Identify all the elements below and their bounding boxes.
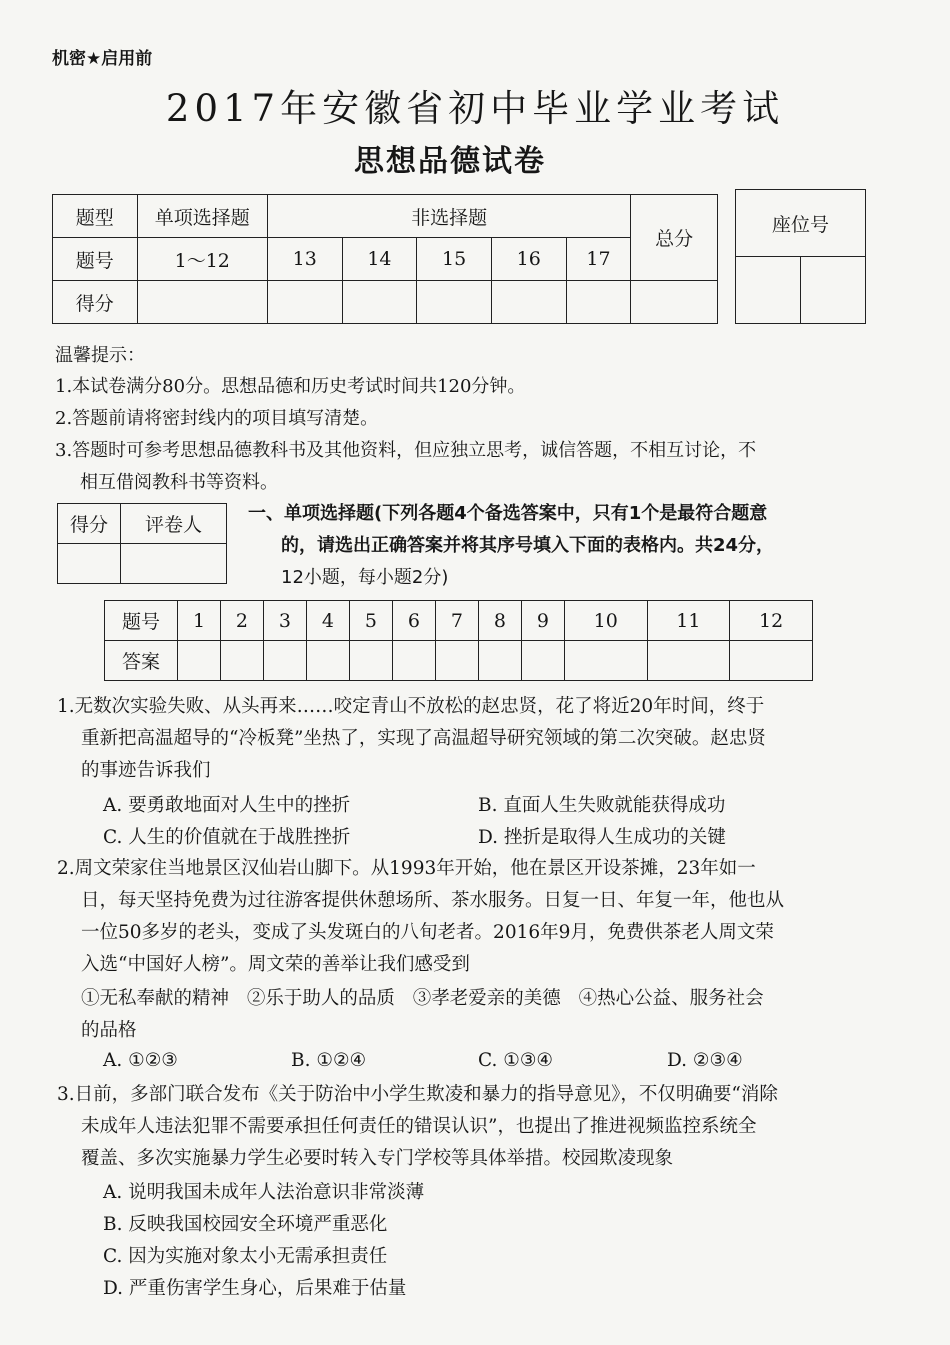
question-3-option-b[interactable]: B. 反映我国校园安全环境严重恶化 xyxy=(103,1214,388,1235)
answer-input-cell[interactable] xyxy=(564,641,647,681)
tip-item: 1.本试卷满分80分。思想品德和历史考试时间共120分钟。 xyxy=(55,376,526,397)
question-3-line: 覆盖、多次实施暴力学生必要时转入专门学校等具体举措。校园欺凌现象 xyxy=(81,1148,674,1169)
question-3-option-c[interactable]: C. 因为实施对象太小无需承担责任 xyxy=(103,1246,388,1267)
answer-input-cell[interactable] xyxy=(730,641,813,681)
grader-label: 评卷人 xyxy=(121,504,227,544)
question-3-option-a[interactable]: A. 说明我国未成年人法治意识非常淡薄 xyxy=(103,1182,425,1203)
score-table xyxy=(52,194,718,324)
question-2-line: 入选“中国好人榜”。周文荣的善举让我们感受到 xyxy=(81,954,470,975)
answer-input-cell[interactable] xyxy=(435,641,478,681)
question-1-option-b[interactable]: B. 直面人生失败就能获得成功 xyxy=(478,795,726,816)
score-table-cell: 15 xyxy=(417,238,492,281)
answer-table-header: 答案 xyxy=(105,641,178,681)
answer-number: 4 xyxy=(306,601,349,641)
score-table-cell: 17 xyxy=(566,238,631,281)
question-3-line: 未成年人违法犯罪不需要承担任何责任的错误认识”，也提出了推进视频监控系统全 xyxy=(81,1116,757,1137)
score-input-cell[interactable] xyxy=(631,281,718,324)
seat-number-table xyxy=(735,189,866,324)
seat-number-input-cell[interactable] xyxy=(800,257,865,324)
answer-table-header: 题号 xyxy=(105,601,178,641)
answer-number: 8 xyxy=(478,601,521,641)
answer-number: 7 xyxy=(435,601,478,641)
section-heading-line: 一、单项选择题(下列各题4个备选答案中，只有1个是最符合题意 xyxy=(248,503,768,524)
answer-input-cell[interactable] xyxy=(521,641,564,681)
grader-table xyxy=(57,503,227,584)
score-table-cell: 13 xyxy=(267,238,342,281)
answer-input-cell[interactable] xyxy=(349,641,392,681)
question-2-line: 一位50多岁的老头，变成了头发斑白的八旬老者。2016年9月，免费供茶老人周文荣 xyxy=(81,922,774,943)
question-1-line: 重新把高温超导的“冷板凳”坐热了，实现了高温超导研究领域的第二次突破。赵忠贤 xyxy=(81,728,766,749)
answer-input-cell[interactable] xyxy=(647,641,730,681)
tips-title: 温馨提示： xyxy=(55,345,145,366)
question-2-option-c[interactable]: C. ①③④ xyxy=(478,1050,554,1071)
question-1-line: 1.无数次实验失败、从头再来……咬定青山不放松的赵忠贤，花了将近20年时间，终于 xyxy=(57,696,765,717)
answer-input-cell[interactable] xyxy=(220,641,263,681)
tip-item: 3.答题时可参考思想品德教科书及其他资料，但应独立思考，诚信答题，不相互讨论，不 xyxy=(55,440,757,461)
question-3-line: 3.日前，多部门联合发布《关于防治中小学生欺凌和暴力的指导意见》，不仅明确要“消除 xyxy=(57,1084,778,1105)
score-table-cell: 总分 xyxy=(631,195,718,281)
question-3-option-d[interactable]: D. 严重伤害学生身心，后果难于估量 xyxy=(103,1278,407,1299)
section-heading-line: 12小题，每小题2分) xyxy=(281,567,449,588)
question-2-option-a[interactable]: A. ①②③ xyxy=(103,1050,178,1071)
score-table-cell: 得分 xyxy=(53,281,138,324)
question-2-statements: ①无私奉献的精神 ②乐于助人的品质 ③孝老爱亲的美德 ④热心公益、服务社会 xyxy=(81,988,764,1009)
tip-item: 2.答题前请将密封线内的项目填写清楚。 xyxy=(55,408,379,429)
grader-score-label: 得分 xyxy=(58,504,121,544)
answer-number: 9 xyxy=(521,601,564,641)
seat-number-input-cell[interactable] xyxy=(736,257,801,324)
seat-number-label: 座位号 xyxy=(736,190,866,257)
answer-number: 3 xyxy=(263,601,306,641)
answer-number: 6 xyxy=(392,601,435,641)
answer-number: 1 xyxy=(178,601,221,641)
question-1-option-d[interactable]: D. 挫折是取得人生成功的关键 xyxy=(478,827,726,848)
score-input-cell[interactable] xyxy=(417,281,492,324)
grader-name-cell[interactable] xyxy=(121,544,227,584)
score-input-cell[interactable] xyxy=(267,281,342,324)
score-table-cell: 题型 xyxy=(53,195,138,238)
tip-item: 相互借阅教科书等资料。 xyxy=(80,472,278,493)
score-table-cell: 单项选择题 xyxy=(137,195,267,238)
question-2-option-b[interactable]: B. ①②④ xyxy=(291,1050,367,1071)
answer-input-cell[interactable] xyxy=(178,641,221,681)
section-heading-line: 的，请选出正确答案并将其序号填入下面的表格内。共24分， xyxy=(281,535,775,556)
score-input-cell[interactable] xyxy=(566,281,631,324)
score-table-cell: 非选择题 xyxy=(267,195,630,238)
answer-number: 2 xyxy=(220,601,263,641)
question-2-line: 2.周文荣家住当地景区汉仙岩山脚下。从1993年开始，他在景区开设茶摊，23年如一 xyxy=(57,858,756,879)
score-input-cell[interactable] xyxy=(491,281,566,324)
exam-title: 2017年安徽省初中毕业学业考试 xyxy=(165,87,785,130)
answer-input-cell[interactable] xyxy=(478,641,521,681)
score-table-cell: 题号 xyxy=(53,238,138,281)
question-2-option-d[interactable]: D. ②③④ xyxy=(667,1050,743,1071)
answer-input-cell[interactable] xyxy=(306,641,349,681)
question-1-option-a[interactable]: A. 要勇敢地面对人生中的挫折 xyxy=(103,795,351,816)
answer-number: 5 xyxy=(349,601,392,641)
score-table-cell: 14 xyxy=(342,238,417,281)
score-table-cell: 1～12 xyxy=(137,238,267,281)
score-input-cell[interactable] xyxy=(342,281,417,324)
answer-table xyxy=(104,600,813,681)
score-table-cell: 16 xyxy=(491,238,566,281)
section-heading xyxy=(248,498,868,594)
answer-number: 10 xyxy=(564,601,647,641)
confidential-label: 机密★启用前 xyxy=(52,49,153,69)
question-2-statements-cont: 的品格 xyxy=(81,1020,137,1041)
exam-subtitle: 思想品德试卷 xyxy=(354,144,546,179)
score-input-cell[interactable] xyxy=(137,281,267,324)
answer-input-cell[interactable] xyxy=(263,641,306,681)
question-2-line: 日，每天坚持免费为过往游客提供休憩场所、茶水服务。日复一日、年复一年，他也从 xyxy=(81,890,785,911)
answer-number: 12 xyxy=(730,601,813,641)
question-1-line: 的事迹告诉我们 xyxy=(81,760,211,781)
grader-score-cell[interactable] xyxy=(58,544,121,584)
answer-number: 11 xyxy=(647,601,730,641)
answer-input-cell[interactable] xyxy=(392,641,435,681)
question-1-option-c[interactable]: C. 人生的价值就在于战胜挫折 xyxy=(103,827,351,848)
